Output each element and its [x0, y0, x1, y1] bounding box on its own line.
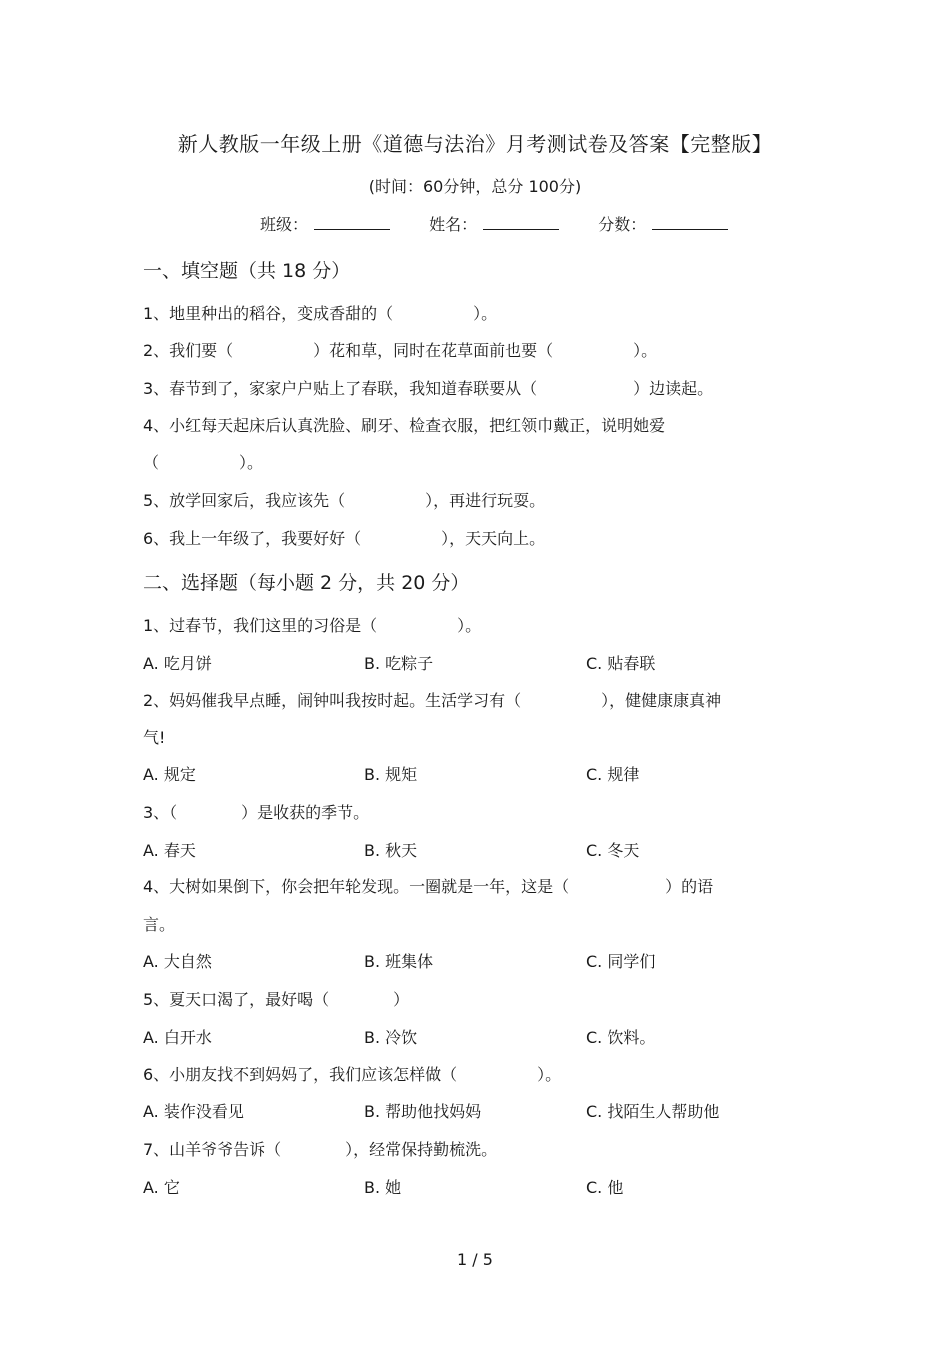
option-b: B. 吃粽子 — [364, 654, 434, 673]
option-b: B. 规矩 — [364, 765, 418, 784]
choice-question: 7、山羊爷爷告诉（ ），经常保持勤梳洗。 — [143, 1140, 498, 1159]
exam-time-and-score: (时间：60分钟，总分 100分) — [368, 177, 582, 196]
section-fill-in-heading: 一、填空题（共 18 分） — [143, 260, 351, 282]
fill-in-question-continued: （ ）。 — [143, 453, 264, 472]
fill-in-question: 2、我们要（ ）花和草，同时在花草面前也要（ ）。 — [143, 341, 658, 360]
option-a: A. 白开水 — [143, 1028, 212, 1047]
name-blank — [483, 215, 559, 230]
option-c: C. 他 — [586, 1178, 624, 1197]
document-title: 新人教版一年级上册《道德与法治》月考测试卷及答案【完整版】 — [177, 132, 773, 156]
name-label: 姓名： — [429, 215, 478, 234]
choice-question: 1、过春节，我们这里的习俗是（ ）。 — [143, 616, 482, 635]
option-c: C. 饮料。 — [586, 1028, 656, 1047]
choice-question-continued: 言。 — [143, 915, 176, 934]
option-a: A. 春天 — [143, 841, 196, 860]
score-blank — [652, 215, 728, 230]
fill-in-question: 6、我上一年级了，我要好好（ ），天天向上。 — [143, 529, 546, 548]
option-b: B. 秋天 — [364, 841, 418, 860]
option-a: A. 大自然 — [143, 952, 212, 971]
class-field — [260, 212, 390, 235]
choice-question: 5、夏天口渴了，最好喝（ ） — [143, 990, 410, 1009]
option-c: C. 冬天 — [586, 841, 640, 860]
option-b: B. 班集体 — [364, 952, 434, 971]
option-b: B. 冷饮 — [364, 1028, 418, 1047]
class-blank — [314, 215, 390, 230]
option-b: B. 她 — [364, 1178, 402, 1197]
option-a: A. 装作没看见 — [143, 1102, 244, 1121]
option-c: C. 规律 — [586, 765, 640, 784]
option-a: A. 它 — [143, 1178, 180, 1197]
score-label: 分数： — [598, 215, 647, 234]
choice-question: 3、（ ）是收获的季节。 — [143, 803, 370, 822]
option-a: A. 规定 — [143, 765, 196, 784]
fill-in-question: 4、小红每天起床后认真洗脸、刷牙、检查衣服，把红领巾戴正，说明她爱 — [143, 416, 666, 435]
choice-question: 4、大树如果倒下，你会把年轮发现。一圈就是一年，这是（ ）的语 — [143, 877, 714, 896]
fill-in-question: 1、地里种出的稻谷，变成香甜的（ ）。 — [143, 304, 498, 323]
choice-question: 2、妈妈催我早点睡，闹钟叫我按时起。生活学习有（ ），健健康康真神 — [143, 691, 722, 710]
option-a: A. 吃月饼 — [143, 654, 212, 673]
name-field — [429, 212, 559, 235]
choice-question-continued: 气! — [143, 728, 166, 747]
score-field — [598, 212, 728, 235]
class-label: 班级： — [260, 215, 309, 234]
section-choice-heading: 二、选择题（每小题 2 分，共 20 分） — [143, 572, 470, 594]
page-number: 1 / 5 — [457, 1250, 493, 1269]
option-c: C. 贴春联 — [586, 654, 656, 673]
fill-in-question: 3、春节到了，家家户户贴上了春联，我知道春联要从（ ）边读起。 — [143, 379, 714, 398]
choice-question: 6、小朋友找不到妈妈了，我们应该怎样做（ ）。 — [143, 1065, 562, 1084]
option-b: B. 帮助他找妈妈 — [364, 1102, 482, 1121]
student-info-row — [260, 212, 760, 235]
option-c: C. 找陌生人帮助他 — [586, 1102, 720, 1121]
option-c: C. 同学们 — [586, 952, 656, 971]
fill-in-question: 5、放学回家后，我应该先（ ），再进行玩耍。 — [143, 491, 546, 510]
